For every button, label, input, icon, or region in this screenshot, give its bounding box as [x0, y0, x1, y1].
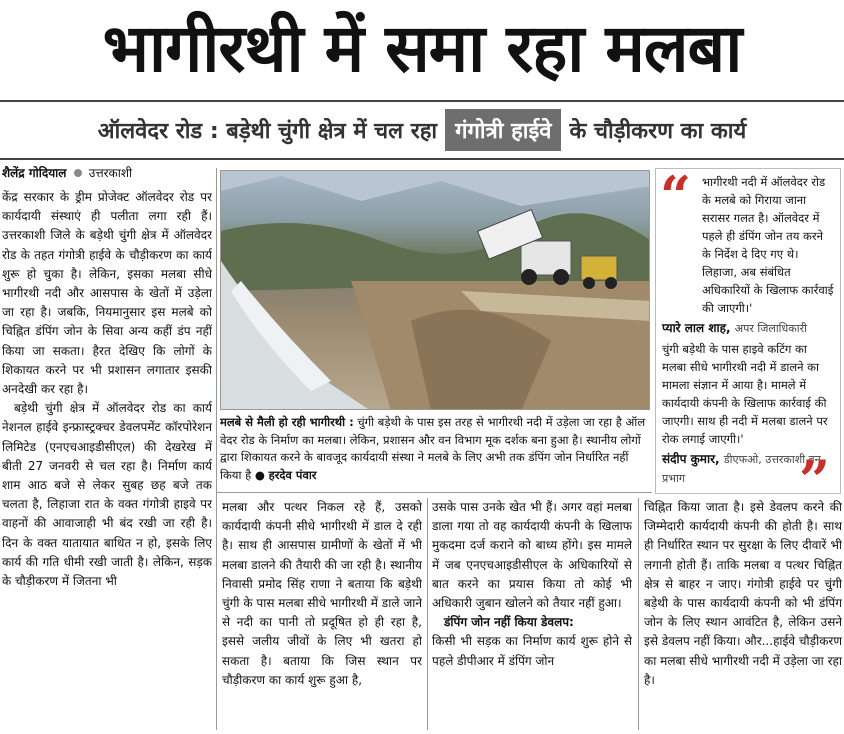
dumper-truck-photo-illustration	[221, 171, 650, 410]
article-column-2	[222, 498, 422, 730]
quote-adm: भागीरथी नदी में ऑलवेदर रोड के मलबे को गिराया जाना सरासर गलत है। ऑलवेदर में पहले ही डंपिंग जोन तय करने के निर्देश दे दिए गए थे। लिहाजा, अब संबंधित अधिकारियों के खिलाफ कार्रवाई की जाएगी।'	[702, 175, 834, 315]
news-photo	[220, 170, 650, 410]
headline: भागीरथी में समा रहा मलबा	[102, 10, 742, 87]
quote-adm-role: अपर जिलाधिकारी	[734, 322, 807, 335]
article-column-1	[2, 188, 212, 730]
subhead-after: के चौड़ीकरण का कार्य	[569, 119, 747, 144]
caption-rule	[216, 492, 652, 493]
quote-dfo-role: डीएफओ, उत्तरकाशी वन प्रभाग	[662, 453, 821, 485]
caption-text: चुंगी बड़ेथी के पास इस तरह से भागीरथी नदी में उड़ेला जा रहा है ऑल वेदर रोड के निर्माण का मलबा। लेकिन, प्रशासन और वन विभाग मूक दर्शक बना हुआ है। स्थानीय लोगों द्वारा शिकायत करने के बावजूद कार्यदायी संस्था ने मलबे के लिए अभी तक डंपिंग जोन निर्धारित नहीं किया है	[220, 415, 646, 482]
paragraph: चिह्नित किया जाता है। इसे डेवलप करने की जिम्मेदारी कार्यदायी कंपनी की होती है। साथ ही निर्धारित स्थान पर सुरक्षा के लिए दीवारें भी लगानी होती हैं। ताकि मलबा व पत्थर चिह्नित क्षेत्र से बाहर न जाए। गंगोत्री हाईवे पर चुंगी बड़ेथी के पास कार्यदायी कंपनी को भी डंपिंग जोन के लिए स्थान आवंटित है, लेकिन उसने इसे डेवलप नहीं किया। और...हाईवे चौड़ीकरण का मलबा सीधे भागीरथी नदी में उड़ेला जा रहा है।	[644, 500, 842, 687]
column-divider	[216, 168, 217, 730]
paragraph: किसी भी सड़क का निर्माण कार्य शुरू होने से पहले डीपीआर में डंपिंग जोन	[432, 634, 632, 668]
quote-dfo-name: संदीप कुमार,	[662, 452, 720, 466]
subhead-before: ऑलवेदर रोड : बड़ेथी चुंगी क्षेत्र में चल रहा	[97, 119, 438, 144]
caption-lead: मलबे से मैली हो रही भागीरथी :	[220, 415, 354, 429]
section-subhead: डंपिंग जोन नहीं किया डेवलप:	[444, 615, 574, 630]
column-divider	[427, 498, 428, 730]
paragraph: उसके पास उनके खेत भी हैं। अगर वहां मलबा डाला गया तो वह कार्यदायी कंपनी के खिलाफ मुकदमा दर्ज कराने को बाध्य होंगे। इस मामले में जब एनएचआइडीसीएल के अधिकारियों से बात करने का प्रयास किया तो कोई भी अधिकारी जुबान खोलने को तैयार नहीं हुआ।	[432, 500, 632, 611]
column-divider	[638, 498, 639, 730]
byline	[2, 164, 214, 186]
quote-adm-attribution	[662, 319, 834, 338]
top-rule	[0, 100, 844, 102]
subheadline	[0, 104, 844, 156]
photo-caption	[220, 414, 650, 488]
paragraph: केंद्र सरकार के ड्रीम प्रोजेक्ट ऑलवेदर रोड पर कार्यदायी संस्थाएं ही पलीता लगा रही हैं। उत्तरकाशी जिले के बड़ेथी चुंगी क्षेत्र में ऑलवेदर रोड के तहत गंगोत्री हाईवे के चौड़ीकरण का कार्य शुरू हो चुका है। लेकिन, इसका मलबा सीधे भागीरथी नदी और आसपास के खेतों में उड़ेला जा रहा है। जबकि, नियमानुसार इस मलबे को चिह्नित डंपिंग जोन के सिवा अन्य कहीं डंप नहीं किया जा सकता। हैरत देखिए कि लोगों के शिकायत करने पर भी प्रशासन लगातार इसकी अनदेखी कर रहा है।	[2, 190, 212, 397]
article-column-4	[644, 498, 842, 730]
article-column-3	[432, 498, 632, 730]
paragraph: बड़ेथी चुंगी क्षेत्र में ऑलवेदर रोड का कार्य नेशनल हाईवे इन्फ्रास्ट्रक्चर डेवलपमेंट कॉरपोरेशन लिमिटेड (एनएचआइडीसीएल) की देखरेख में बीती 27 जनवरी से चल रहा है। निर्माण कार्य शाम आठ बजे से लेकर सुबह छह बजे तक चलता है, लिहाजा रात के वक्त गंगोत्री हाइवे पर वाहनों की आवाजाही भी बंद रखी जा रही है। दिन के वक्त यातायात बाधित न हो, इसके लिए कार्य की गति धीमी रखी जाती है। लेकिन, सड़क के चौड़ीकरण में जितना भी	[2, 401, 212, 589]
byline-location: उत्तरकाशी	[88, 166, 133, 180]
subhead-rule	[0, 158, 844, 160]
byline-author: शैलेंद्र गोदियाल	[2, 166, 67, 180]
quote-dfo: चुंगी बड़ेथी के पास हाइवे कटिंग का मलबा सीधे भागीरथी नदी में डालने का मामला संज्ञान में आया है। मामले में कार्यदायी कंपनी के खिलाफ कार्रवाई की जाएगी। साथ ही नदी में मलबा डालने पर रोक लगाई जाएगी।'	[662, 342, 828, 446]
subhead-highlight: गंगोत्री हाईवे	[445, 109, 561, 151]
close-quote-icon: ”	[798, 448, 830, 494]
quote-box	[655, 168, 841, 494]
paragraph: मलबा और पत्थर निकल रहे हैं, उसको कार्यदायी कंपनी सीधे भागीरथी में डाल दे रही है। साथ ही आसपास ग्रामीणों के खेतों में भी मलबा डालने की तैयारी की जा रही है। स्थानीय निवासी प्रमोद सिंह राणा ने बताया कि बड़ेथी चुंगी के पास मलबा सीधे भागीरथी में डाले जाने से नदी का पानी तो प्रदूषित हो ही रहा है, इससे जलीय जीवों के लिए भी खतरा हो सकता है। बताया कि जिस स्थान पर चौड़ीकरण का कार्य शुरू हुआ है,	[222, 500, 422, 687]
open-quote-icon: “	[660, 168, 692, 228]
camera-icon: ●	[254, 467, 265, 482]
bullet-icon	[74, 169, 82, 177]
quote-adm-name: प्यारे लाल शाह,	[662, 321, 731, 335]
photo-credit: हरदेव पंवार	[268, 467, 317, 482]
